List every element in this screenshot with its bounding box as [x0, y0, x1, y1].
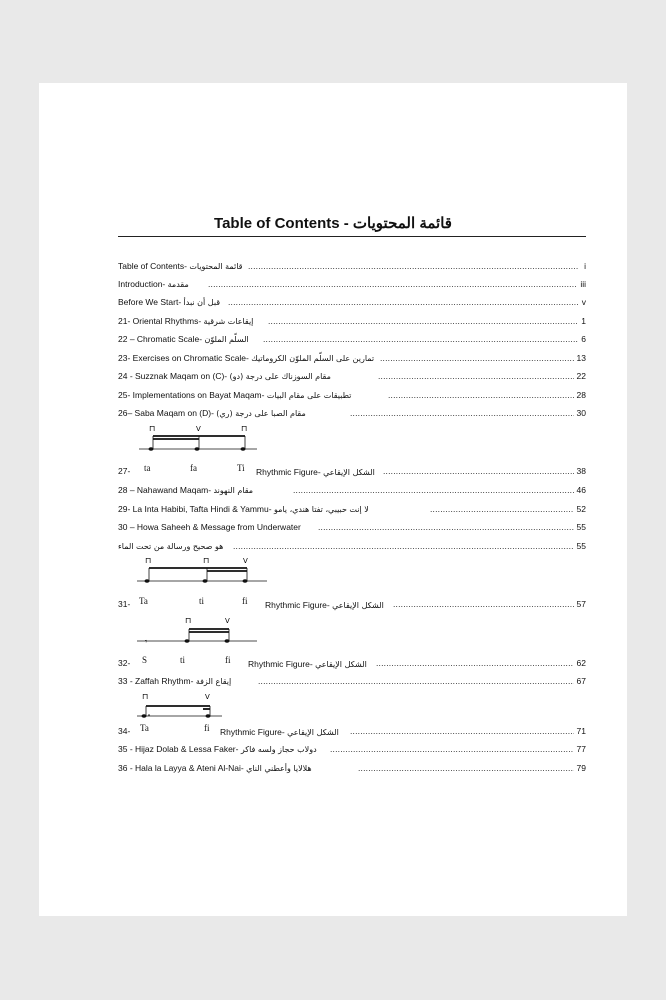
rhythm-figure-34-notation	[137, 690, 227, 726]
page-title: Table of Contents - قائمة المحتويات	[214, 215, 452, 232]
entry-page: 13	[576, 353, 586, 363]
entry-page: 57	[576, 599, 586, 609]
entry-title: Table of Contents-	[118, 261, 187, 271]
svg-text:V: V	[196, 425, 201, 433]
entry-arabic: لا إنت حبيبي، تفتا هندي، يامو	[273, 505, 369, 514]
svg-text:𝄾: 𝄾	[145, 637, 148, 646]
entry-page: iii	[580, 279, 586, 289]
entry-arabic: إيقاعات شرقية	[203, 317, 254, 326]
svg-text:V: V	[225, 617, 230, 625]
toc-entry[interactable]	[118, 674, 586, 688]
toc-entry[interactable]	[118, 314, 586, 328]
entry-title: Rhythmic Figure-	[256, 467, 321, 477]
toc-entry[interactable]	[118, 295, 586, 309]
entry-page: 55	[576, 541, 586, 551]
syllable: ti	[199, 596, 205, 606]
entry-page: 79	[576, 763, 586, 773]
svg-text:⊓: ⊓	[241, 424, 248, 433]
entry-arabic: تطبيقات على مقام البيات	[266, 391, 352, 400]
toc-entry[interactable]	[118, 502, 586, 516]
entry-arabic: الشكل الإيقاعي	[315, 660, 367, 669]
entry-number: 32-	[118, 658, 131, 668]
entry-number: 35 -	[118, 744, 136, 754]
entry-title: Hijaz Dolab & Lessa Faker-	[135, 744, 239, 754]
entry-title: Hala la Layya & Ateni Al-Nai-	[135, 763, 244, 773]
entry-arabic: الشكل الإيقاعي	[332, 601, 384, 610]
toc-entry[interactable]	[118, 259, 586, 273]
entry-number: 29-	[118, 504, 133, 514]
toc-entry[interactable]	[118, 369, 586, 383]
syllable: S	[142, 655, 148, 665]
svg-text:⊓: ⊓	[185, 616, 192, 625]
entry-arabic: دولاب حجاز ولسه فاكر	[240, 745, 317, 754]
entry-arabic: الشكل الإيقاعي	[287, 728, 339, 737]
entry-page: 55	[576, 522, 586, 532]
syllable: Ta	[139, 596, 148, 606]
entry-number: 21-	[118, 316, 133, 326]
entry-title: Before We Start-	[118, 297, 182, 307]
toc-entry[interactable]	[118, 351, 586, 365]
entry-title: Oriental Rhythms-	[132, 316, 202, 326]
entry-arabic: مقام الصبا على درجة (ري)	[216, 409, 306, 418]
svg-text:⊓: ⊓	[142, 692, 149, 701]
syllable: ti	[180, 655, 186, 665]
entry-number: 23-	[118, 353, 133, 363]
entry-title: Rhythmic Figure-	[220, 727, 285, 737]
syllable: Ti	[237, 463, 245, 473]
entry-number: 36 -	[118, 763, 136, 773]
entry-arabic: مقام السوزناك على درجة (دو)	[229, 372, 331, 381]
syllable: fa	[190, 463, 197, 473]
entry-page: v	[581, 297, 586, 307]
entry-title: Saba Maqam on (D)-	[134, 408, 214, 418]
entry-arabic: السلّم الملوّن	[204, 335, 249, 344]
entry-page: i	[584, 261, 586, 271]
toc-entry-rhythm-27[interactable]	[118, 464, 586, 478]
entry-number: 33 -	[118, 676, 136, 686]
entry-number: 31-	[118, 599, 131, 609]
entry-number: 22 –	[118, 334, 137, 344]
entry-arabic: قائمة المحتويات	[189, 262, 243, 271]
entry-page: 77	[576, 744, 586, 754]
toc-entry[interactable]	[118, 332, 586, 346]
document-page	[39, 83, 627, 916]
entry-arabic: تمارين على السلّم الملوّن الكروماتيك	[251, 354, 375, 363]
rhythm-figure-32-notation	[137, 615, 262, 655]
entry-page: 71	[576, 726, 586, 736]
syllable: Ta	[140, 723, 149, 733]
svg-text:V: V	[205, 693, 210, 701]
toc-entry[interactable]	[118, 406, 586, 420]
entry-number: 25-	[118, 390, 133, 400]
entry-page: 62	[576, 658, 586, 668]
syllable: fi	[242, 596, 248, 606]
entry-number: 28 –	[118, 485, 137, 495]
toc-entry-rhythm-34[interactable]	[118, 724, 586, 738]
entry-number: 27-	[118, 466, 131, 476]
svg-text:⊓: ⊓	[203, 556, 210, 565]
rhythm-figure-31-notation	[137, 555, 272, 595]
entry-number: 30 –	[118, 522, 137, 532]
entry-title: Chromatic Scale-	[136, 334, 203, 344]
entry-title: Implementations on Bayat Maqam-	[132, 390, 265, 400]
entry-arabic: هلالايا وأعطني الناي	[246, 764, 312, 773]
entry-title: Rhythmic Figure-	[248, 659, 313, 669]
entry-title: Zaffah Rhythm-	[135, 676, 194, 686]
svg-text:V: V	[243, 557, 248, 565]
svg-text:⊓: ⊓	[149, 424, 156, 433]
entry-number: 34-	[118, 726, 131, 736]
entry-title: Howa Saheeh & Message from Underwater	[136, 522, 301, 532]
syllable: ta	[144, 463, 151, 473]
entry-arabic: مقام النهوند	[213, 486, 254, 495]
toc-entry[interactable]	[118, 539, 586, 553]
entry-title: Introduction-	[118, 279, 166, 289]
svg-text:⊓: ⊓	[145, 556, 152, 565]
toc-entry[interactable]	[118, 742, 586, 756]
entry-title: Suzznak Maqam on (C)-	[135, 371, 228, 381]
toc-entry[interactable]	[118, 761, 586, 775]
toc-entry[interactable]	[118, 520, 586, 534]
toc-entry-rhythm-31[interactable]	[118, 597, 586, 611]
entry-page: 22	[576, 371, 586, 381]
title-rule	[118, 236, 586, 237]
entry-title: Nahawand Maqam-	[136, 485, 212, 495]
entry-arabic: إيقاع الزفة	[195, 677, 232, 686]
entry-page: 67	[576, 676, 586, 686]
entry-page: 46	[576, 485, 586, 495]
toc-entry[interactable]	[118, 277, 586, 291]
entry-title: Exercises on Chromatic Scale-	[132, 353, 249, 363]
entry-number: 24 -	[118, 371, 136, 381]
toc-entry[interactable]	[118, 388, 586, 402]
entry-title: Rhythmic Figure-	[265, 600, 330, 610]
rhythm-figure-27-notation	[139, 423, 259, 463]
entry-arabic: الشكل الإيقاعي	[323, 468, 375, 477]
entry-page: 38	[576, 466, 586, 476]
syllable: fi	[204, 723, 210, 733]
entry-number: 26–	[118, 408, 135, 418]
entry-title: La Inta Habibi, Tafta Hindi & Yammu-	[132, 504, 272, 514]
syllable: fi	[225, 655, 231, 665]
toc-entry-rhythm-32[interactable]	[118, 656, 586, 670]
entry-arabic: هو صحيح ورسالة من تحت الماء	[118, 542, 224, 551]
entry-page: 1	[581, 316, 586, 326]
entry-page: 52	[576, 504, 586, 514]
entry-page: 30	[576, 408, 586, 418]
entry-arabic: قبل أن نبدأ	[183, 298, 221, 307]
entry-page: 28	[576, 390, 586, 400]
entry-arabic: مقدمة	[167, 280, 189, 289]
toc-entry[interactable]	[118, 483, 586, 497]
entry-page: 6	[581, 334, 586, 344]
